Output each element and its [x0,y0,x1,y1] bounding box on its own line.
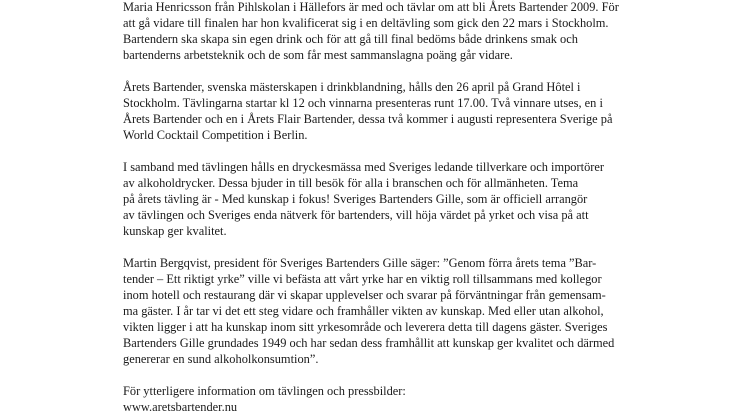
text-line: Årets Bartender, svenska mästerskapen i drinkblandning, hålls den 26 april på Grand Hôtel i [123,80,581,94]
article-body [123,0,723,415]
website-link[interactable]: www.aretsbartender.nu [123,400,238,414]
text-line: bartenderns arbetsteknik och de som får mest sammanslagna poäng går vidare. [123,48,513,62]
text-line: kunskap ger kvalitet. [123,224,227,238]
text-line: att gå vidare till finalen har hon kvalificerat sig i en deltävling som gick den 22 mars i Stockholm. [123,16,609,30]
text-line: av tävlingen och Sveriges enda nätverk för bartenders, vill höja värdet på yrket och visa på att [123,208,589,222]
text-line: I samband med tävlingen hålls en dryckesmässa med Sveriges ledande tillverkare och importörer [123,160,605,174]
text-line: Bartenders Gille grundades 1949 och har sedan dess framhållit att kunskap ger kvalitet och därmed [123,336,615,350]
paragraph-contact [123,383,723,415]
text-line: Maria Henricsson från Pihlskolan i Hällefors är med och tävlar om att bli Årets Bartender 2009. För [123,0,619,14]
text-line: inom hotell och restaurang där vi skapar upplevelser och svarar på förväntningar från gemensam- [123,288,606,302]
text-line: tender – Ett riktigt yrke” ville vi befästa att vårt yrke har en viktig roll tillsammans med kollegor [123,272,602,286]
text-line: Martin Bergqvist, president för Sveriges Bartenders Gille säger: ”Genom förra årets tema ”Bar- [123,256,597,270]
text-line: World Cocktail Competition i Berlin. [123,128,308,142]
text-line: på årets tävling är - Med kunskap i fokus! Sveriges Bartenders Gille, som är officiell arrangör [123,192,588,206]
text-line: ma gäster. I år tar vi det ett steg vidare och framhåller vikten av kunskap. Med eller utan alkohol, [123,304,604,318]
text-line: Årets Bartender och en i Årets Flair Bartender, dessa två kommer i augusti representera Sverige på [123,112,613,126]
paragraph-event [123,79,723,143]
paragraph-quote [123,255,723,367]
text-line: För ytterligere information om tävlingen och pressbilder: [123,384,406,398]
text-line: Stockholm. Tävlingarna startar kl 12 och vinnarna presenteras runt 17.00. Två vinnare utses, en i [123,96,603,110]
paragraph-fair [123,159,723,239]
paragraph-intro [123,0,723,63]
text-line: genererar en sund alkoholkonsumtion”. [123,352,319,366]
text-line: av alkoholdrycker. Dessa bjuder in till besök för alla i branschen och för allmänheten. Tema [123,176,579,190]
text-line: Bartendern ska skapa sin egen drink och för att gå till final bedöms både drinkens smak och [123,32,578,46]
text-line: vikten ligger i att ha kunskap inom sitt yrkesområde och leverera detta till dagens gäster. Sveriges [123,320,608,334]
